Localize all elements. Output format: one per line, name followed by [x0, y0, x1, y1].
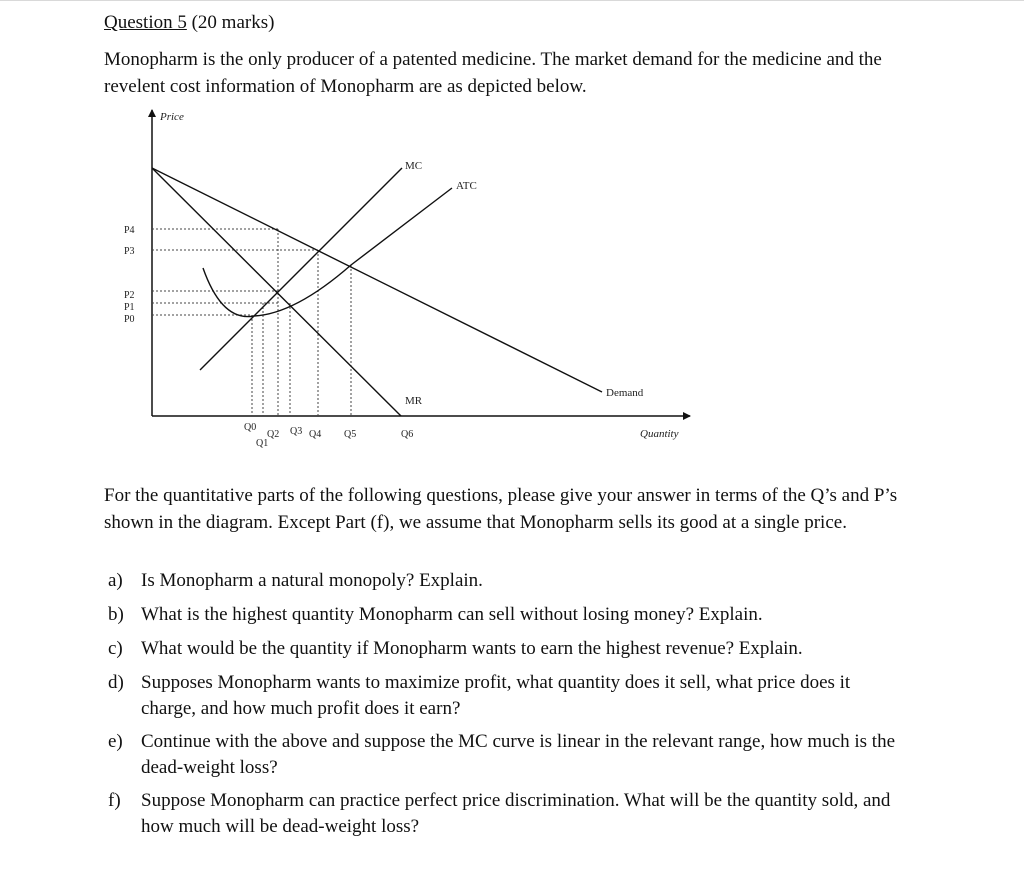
y-axis-label: Price [160, 111, 184, 123]
part-text: Supposes Monopharm wants to maximize profit, what quantity does it sell, what price does it charge, and how much profit does it earn? [141, 672, 851, 719]
x-tick-label: Q2 [267, 429, 280, 440]
part-label: b) [108, 604, 124, 625]
demand-label: Demand [606, 387, 644, 399]
mc-curve [200, 168, 402, 370]
y-tick-label: P3 [124, 246, 135, 257]
part-text: Is Monopharm a natural monopoly? Explain. [141, 570, 483, 591]
part-label: c) [108, 638, 123, 659]
part-text: Continue with the above and suppose the MC curve is linear in the relevant range, how much is the dead-weight loss? [141, 731, 896, 778]
question-instructions: For the quantitative parts of the following questions, please give your answer in terms of the Q’s and P’s shown in the diagram. Except Part (f), we assume that Monopharm sells its good at a single price. [104, 485, 898, 533]
part-label: e) [108, 731, 123, 752]
y-tick-label: P4 [124, 225, 135, 236]
question-parts-list [104, 568, 904, 847]
part-text: What would be the quantity if Monopharm wants to earn the highest revenue? Explain. [141, 638, 803, 659]
y-tick-label: P2 [124, 290, 135, 301]
mr-curve [152, 168, 401, 416]
question-part-b [104, 602, 904, 628]
y-tick-label: P1 [124, 302, 135, 313]
x-tick-label: Q4 [309, 429, 322, 440]
mc-label: MC [405, 160, 423, 172]
part-text: What is the highest quantity Monopharm can sell without losing money? Explain. [141, 604, 763, 625]
atc-label: ATC [456, 180, 477, 192]
atc-curve [203, 188, 452, 317]
part-label: d) [108, 672, 124, 693]
question-marks: (20 marks) [186, 12, 275, 33]
x-tick-label: Q6 [401, 429, 414, 440]
question-part-c [104, 636, 904, 662]
question-part-a [104, 568, 904, 594]
question-part-e [104, 729, 904, 781]
question-part-f [104, 788, 904, 840]
demand-curve [152, 168, 602, 392]
part-text: Suppose Monopharm can practice perfect price discrimination. What will be the quantity sold, and how much will be dead-weight loss? [141, 790, 891, 837]
y-tick-label: P0 [124, 314, 135, 325]
x-axis-label: Quantity [640, 428, 679, 440]
x-tick-label: Q5 [344, 429, 357, 440]
part-label: a) [108, 570, 123, 591]
x-tick-label: Q0 [244, 422, 257, 433]
x-tick-label: Q1 [256, 438, 269, 449]
part-label: f) [108, 790, 121, 811]
x-tick-label: Q3 [290, 426, 303, 437]
question-part-d [104, 670, 904, 722]
question-intro: Monopharm is the only producer of a patented medicine. The market demand for the medicine and the revelent cost information of Monopharm are as depicted below. [104, 49, 882, 97]
question-number: Question 5 [104, 12, 187, 33]
mr-label: MR [405, 395, 423, 407]
